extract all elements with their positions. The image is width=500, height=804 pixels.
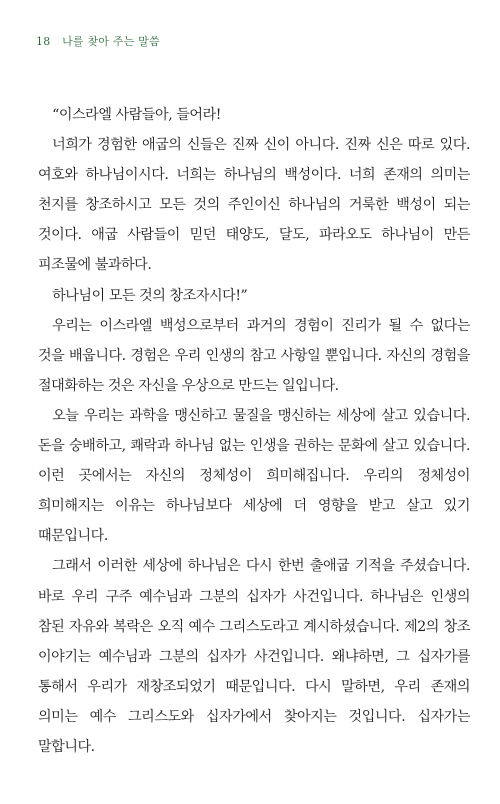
paragraph: 하나님이 모든 것의 창조자시다!”: [52, 287, 248, 304]
body-text: [38, 100, 470, 762]
running-header: [36, 33, 160, 49]
paragraph: 오늘 우리는 과학을 맹신하고 물질을 맹신하는 세상에 살고 있습니다. 돈을 숭배하고, 쾌락과 하나님 없는 인생을 권하는 문화에 살고 있습니다. 이런 곳에서는 자신의 정체성이 희미해집니다. 우리의 정체성이 희미해지는 이유는 하나님보다 세상에 더 영향을 받고 살고 있기 때문입니다.: [38, 407, 470, 545]
book-title: 나를 찾아 주는 말씀: [62, 35, 160, 48]
paragraph: 너희가 경험한 애굽의 신들은 진짜 신이 아니다. 진짜 신은 따로 있다. 여호와 하나님이시다. 너희는 하나님의 백성이다. 너희 존재의 의미는 천지를 창조하시고 모든 것의 주인이신 하나님의 거룩한 백성이 되는 것이다. 애굽 사람들이 믿던 태양도, 달도, 파라오도 하나님이 만든 피조물에 불과하다.: [38, 137, 470, 274]
paragraph: 우리는 이스라엘 백성으로부터 과거의 경험이 진리가 될 수 없다는 것을 배웁니다. 경험은 우리 인생의 참고 사항일 뿐입니다. 자신의 경험을 절대화하는 것은 자신을 우상으로 만드는 일입니다.: [38, 317, 470, 394]
paragraph: “이스라엘 사람들아, 들어라!: [52, 107, 221, 123]
page-number: 18: [36, 35, 51, 48]
paragraph: 그래서 이러한 세상에 하나님은 다시 한번 출애굽 기적을 주셨습니다. 바로 우리 구주 예수님과 그분의 십자가 사건입니다. 하나님은 인생의 참된 자유와 복락은 오직 예수 그리스도라고 계시하셨습니다. 제2의 창조 이야기는 예수님과 그분의 십자가 사건입니다. 왜냐하면, 그 십자가를 통해서 우리가 재창조되었기 때문입니다. 다시 말하면, 우리 존재의 의미는 예수 그리스도와 십자가에서 찾아지는 것입니다. 십자가는 말합니다.: [38, 558, 470, 755]
